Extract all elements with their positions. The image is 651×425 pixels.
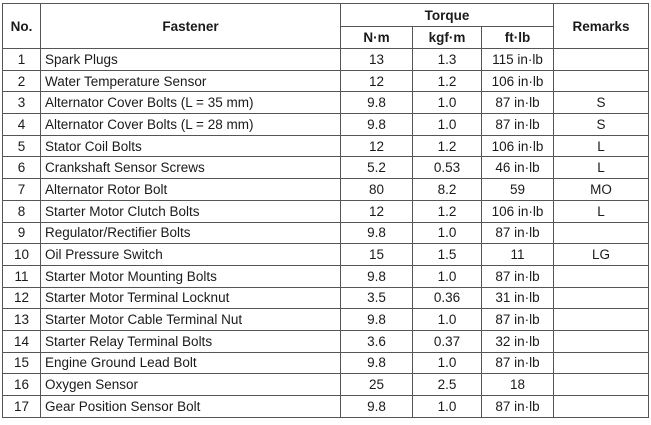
table-header	[3, 4, 649, 49]
cell-kgfm: 1.0	[413, 396, 482, 418]
cell-ftlb: 32 in·lb	[482, 330, 554, 352]
table-row	[3, 49, 649, 71]
cell-no: 12	[3, 287, 41, 309]
cell-fastener: Oil Pressure Switch	[41, 244, 341, 266]
cell-nm: 3.6	[341, 330, 413, 352]
cell-remarks: MO	[554, 179, 649, 201]
cell-fastener: Spark Plugs	[41, 49, 341, 71]
cell-ftlb: 106 in·lb	[482, 200, 554, 222]
table-row	[3, 222, 649, 244]
cell-fastener: Crankshaft Sensor Screws	[41, 157, 341, 179]
cell-ftlb: 106 in·lb	[482, 70, 554, 92]
cell-ftlb: 59	[482, 179, 554, 201]
cell-fastener: Starter Motor Cable Terminal Nut	[41, 309, 341, 331]
cell-nm: 15	[341, 244, 413, 266]
cell-no: 9	[3, 222, 41, 244]
cell-nm: 12	[341, 200, 413, 222]
cell-remarks	[554, 330, 649, 352]
header-ftlb: ft·lb	[482, 27, 554, 49]
cell-ftlb: 31 in·lb	[482, 287, 554, 309]
cell-kgfm: 2.5	[413, 374, 482, 396]
cell-no: 4	[3, 114, 41, 136]
cell-nm: 9.8	[341, 114, 413, 136]
table-row	[3, 265, 649, 287]
cell-no: 3	[3, 92, 41, 114]
cell-kgfm: 1.0	[413, 265, 482, 287]
cell-remarks: L	[554, 157, 649, 179]
cell-nm: 3.5	[341, 287, 413, 309]
cell-no: 2	[3, 70, 41, 92]
cell-no: 7	[3, 179, 41, 201]
table-row	[3, 114, 649, 136]
cell-nm: 9.8	[341, 265, 413, 287]
cell-ftlb: 115 in·lb	[482, 49, 554, 71]
cell-fastener: Alternator Cover Bolts (L = 35 mm)	[41, 92, 341, 114]
cell-ftlb: 87 in·lb	[482, 222, 554, 244]
cell-kgfm: 1.0	[413, 92, 482, 114]
cell-kgfm: 1.0	[413, 352, 482, 374]
table-row	[3, 244, 649, 266]
cell-nm: 9.8	[341, 222, 413, 244]
cell-remarks	[554, 265, 649, 287]
cell-remarks: S	[554, 114, 649, 136]
cell-remarks	[554, 352, 649, 374]
table-row	[3, 70, 649, 92]
table-row	[3, 287, 649, 309]
cell-remarks	[554, 287, 649, 309]
cell-fastener: Regulator/Rectifier Bolts	[41, 222, 341, 244]
cell-no: 17	[3, 396, 41, 418]
cell-fastener: Stator Coil Bolts	[41, 135, 341, 157]
cell-remarks	[554, 49, 649, 71]
cell-no: 6	[3, 157, 41, 179]
cell-kgfm: 0.53	[413, 157, 482, 179]
cell-ftlb: 46 in·lb	[482, 157, 554, 179]
header-nm: N·m	[341, 27, 413, 49]
cell-fastener: Water Temperature Sensor	[41, 70, 341, 92]
cell-nm: 12	[341, 135, 413, 157]
cell-fastener: Starter Motor Mounting Bolts	[41, 265, 341, 287]
cell-remarks	[554, 396, 649, 418]
cell-kgfm: 1.0	[413, 309, 482, 331]
cell-nm: 9.8	[341, 309, 413, 331]
cell-fastener: Starter Relay Terminal Bolts	[41, 330, 341, 352]
cell-nm: 12	[341, 70, 413, 92]
table-body	[3, 49, 649, 418]
cell-ftlb: 87 in·lb	[482, 309, 554, 331]
cell-kgfm: 0.37	[413, 330, 482, 352]
cell-ftlb: 87 in·lb	[482, 114, 554, 136]
cell-ftlb: 87 in·lb	[482, 265, 554, 287]
cell-nm: 13	[341, 49, 413, 71]
table-row	[3, 92, 649, 114]
cell-no: 16	[3, 374, 41, 396]
cell-ftlb: 87 in·lb	[482, 396, 554, 418]
cell-fastener: Starter Motor Clutch Bolts	[41, 200, 341, 222]
cell-kgfm: 1.2	[413, 70, 482, 92]
cell-fastener: Alternator Cover Bolts (L = 28 mm)	[41, 114, 341, 136]
cell-nm: 9.8	[341, 352, 413, 374]
cell-remarks: L	[554, 135, 649, 157]
cell-remarks	[554, 374, 649, 396]
table-row	[3, 330, 649, 352]
cell-fastener: Gear Position Sensor Bolt	[41, 396, 341, 418]
cell-nm: 80	[341, 179, 413, 201]
table-row	[3, 157, 649, 179]
table-row	[3, 396, 649, 418]
cell-ftlb: 87 in·lb	[482, 352, 554, 374]
cell-nm: 9.8	[341, 396, 413, 418]
table-row	[3, 374, 649, 396]
cell-remarks: LG	[554, 244, 649, 266]
cell-no: 1	[3, 49, 41, 71]
header-row-top	[3, 4, 649, 27]
torque-table-container	[2, 3, 649, 418]
cell-kgfm: 1.0	[413, 222, 482, 244]
cell-remarks: S	[554, 92, 649, 114]
cell-kgfm: 1.2	[413, 135, 482, 157]
header-no: No.	[3, 4, 41, 49]
table-row	[3, 135, 649, 157]
cell-ftlb: 18	[482, 374, 554, 396]
header-kgfm: kgf·m	[413, 27, 482, 49]
cell-no: 15	[3, 352, 41, 374]
cell-kgfm: 0.36	[413, 287, 482, 309]
cell-nm: 5.2	[341, 157, 413, 179]
torque-table	[2, 3, 649, 418]
cell-no: 14	[3, 330, 41, 352]
table-row	[3, 179, 649, 201]
table-row	[3, 352, 649, 374]
cell-no: 10	[3, 244, 41, 266]
cell-fastener: Starter Motor Terminal Locknut	[41, 287, 341, 309]
cell-ftlb: 106 in·lb	[482, 135, 554, 157]
cell-remarks	[554, 309, 649, 331]
cell-no: 11	[3, 265, 41, 287]
cell-fastener: Oxygen Sensor	[41, 374, 341, 396]
cell-no: 8	[3, 200, 41, 222]
header-fastener: Fastener	[41, 4, 341, 49]
cell-remarks: L	[554, 200, 649, 222]
cell-fastener: Engine Ground Lead Bolt	[41, 352, 341, 374]
cell-kgfm: 1.2	[413, 200, 482, 222]
cell-nm: 25	[341, 374, 413, 396]
table-row	[3, 309, 649, 331]
header-remarks: Remarks	[554, 4, 649, 49]
cell-nm: 9.8	[341, 92, 413, 114]
table-row	[3, 200, 649, 222]
cell-ftlb: 87 in·lb	[482, 92, 554, 114]
cell-kgfm: 1.0	[413, 114, 482, 136]
cell-fastener: Alternator Rotor Bolt	[41, 179, 341, 201]
cell-kgfm: 1.5	[413, 244, 482, 266]
cell-no: 13	[3, 309, 41, 331]
cell-ftlb: 11	[482, 244, 554, 266]
header-torque: Torque	[341, 4, 554, 27]
cell-remarks	[554, 70, 649, 92]
cell-no: 5	[3, 135, 41, 157]
cell-kgfm: 8.2	[413, 179, 482, 201]
cell-remarks	[554, 222, 649, 244]
cell-kgfm: 1.3	[413, 49, 482, 71]
